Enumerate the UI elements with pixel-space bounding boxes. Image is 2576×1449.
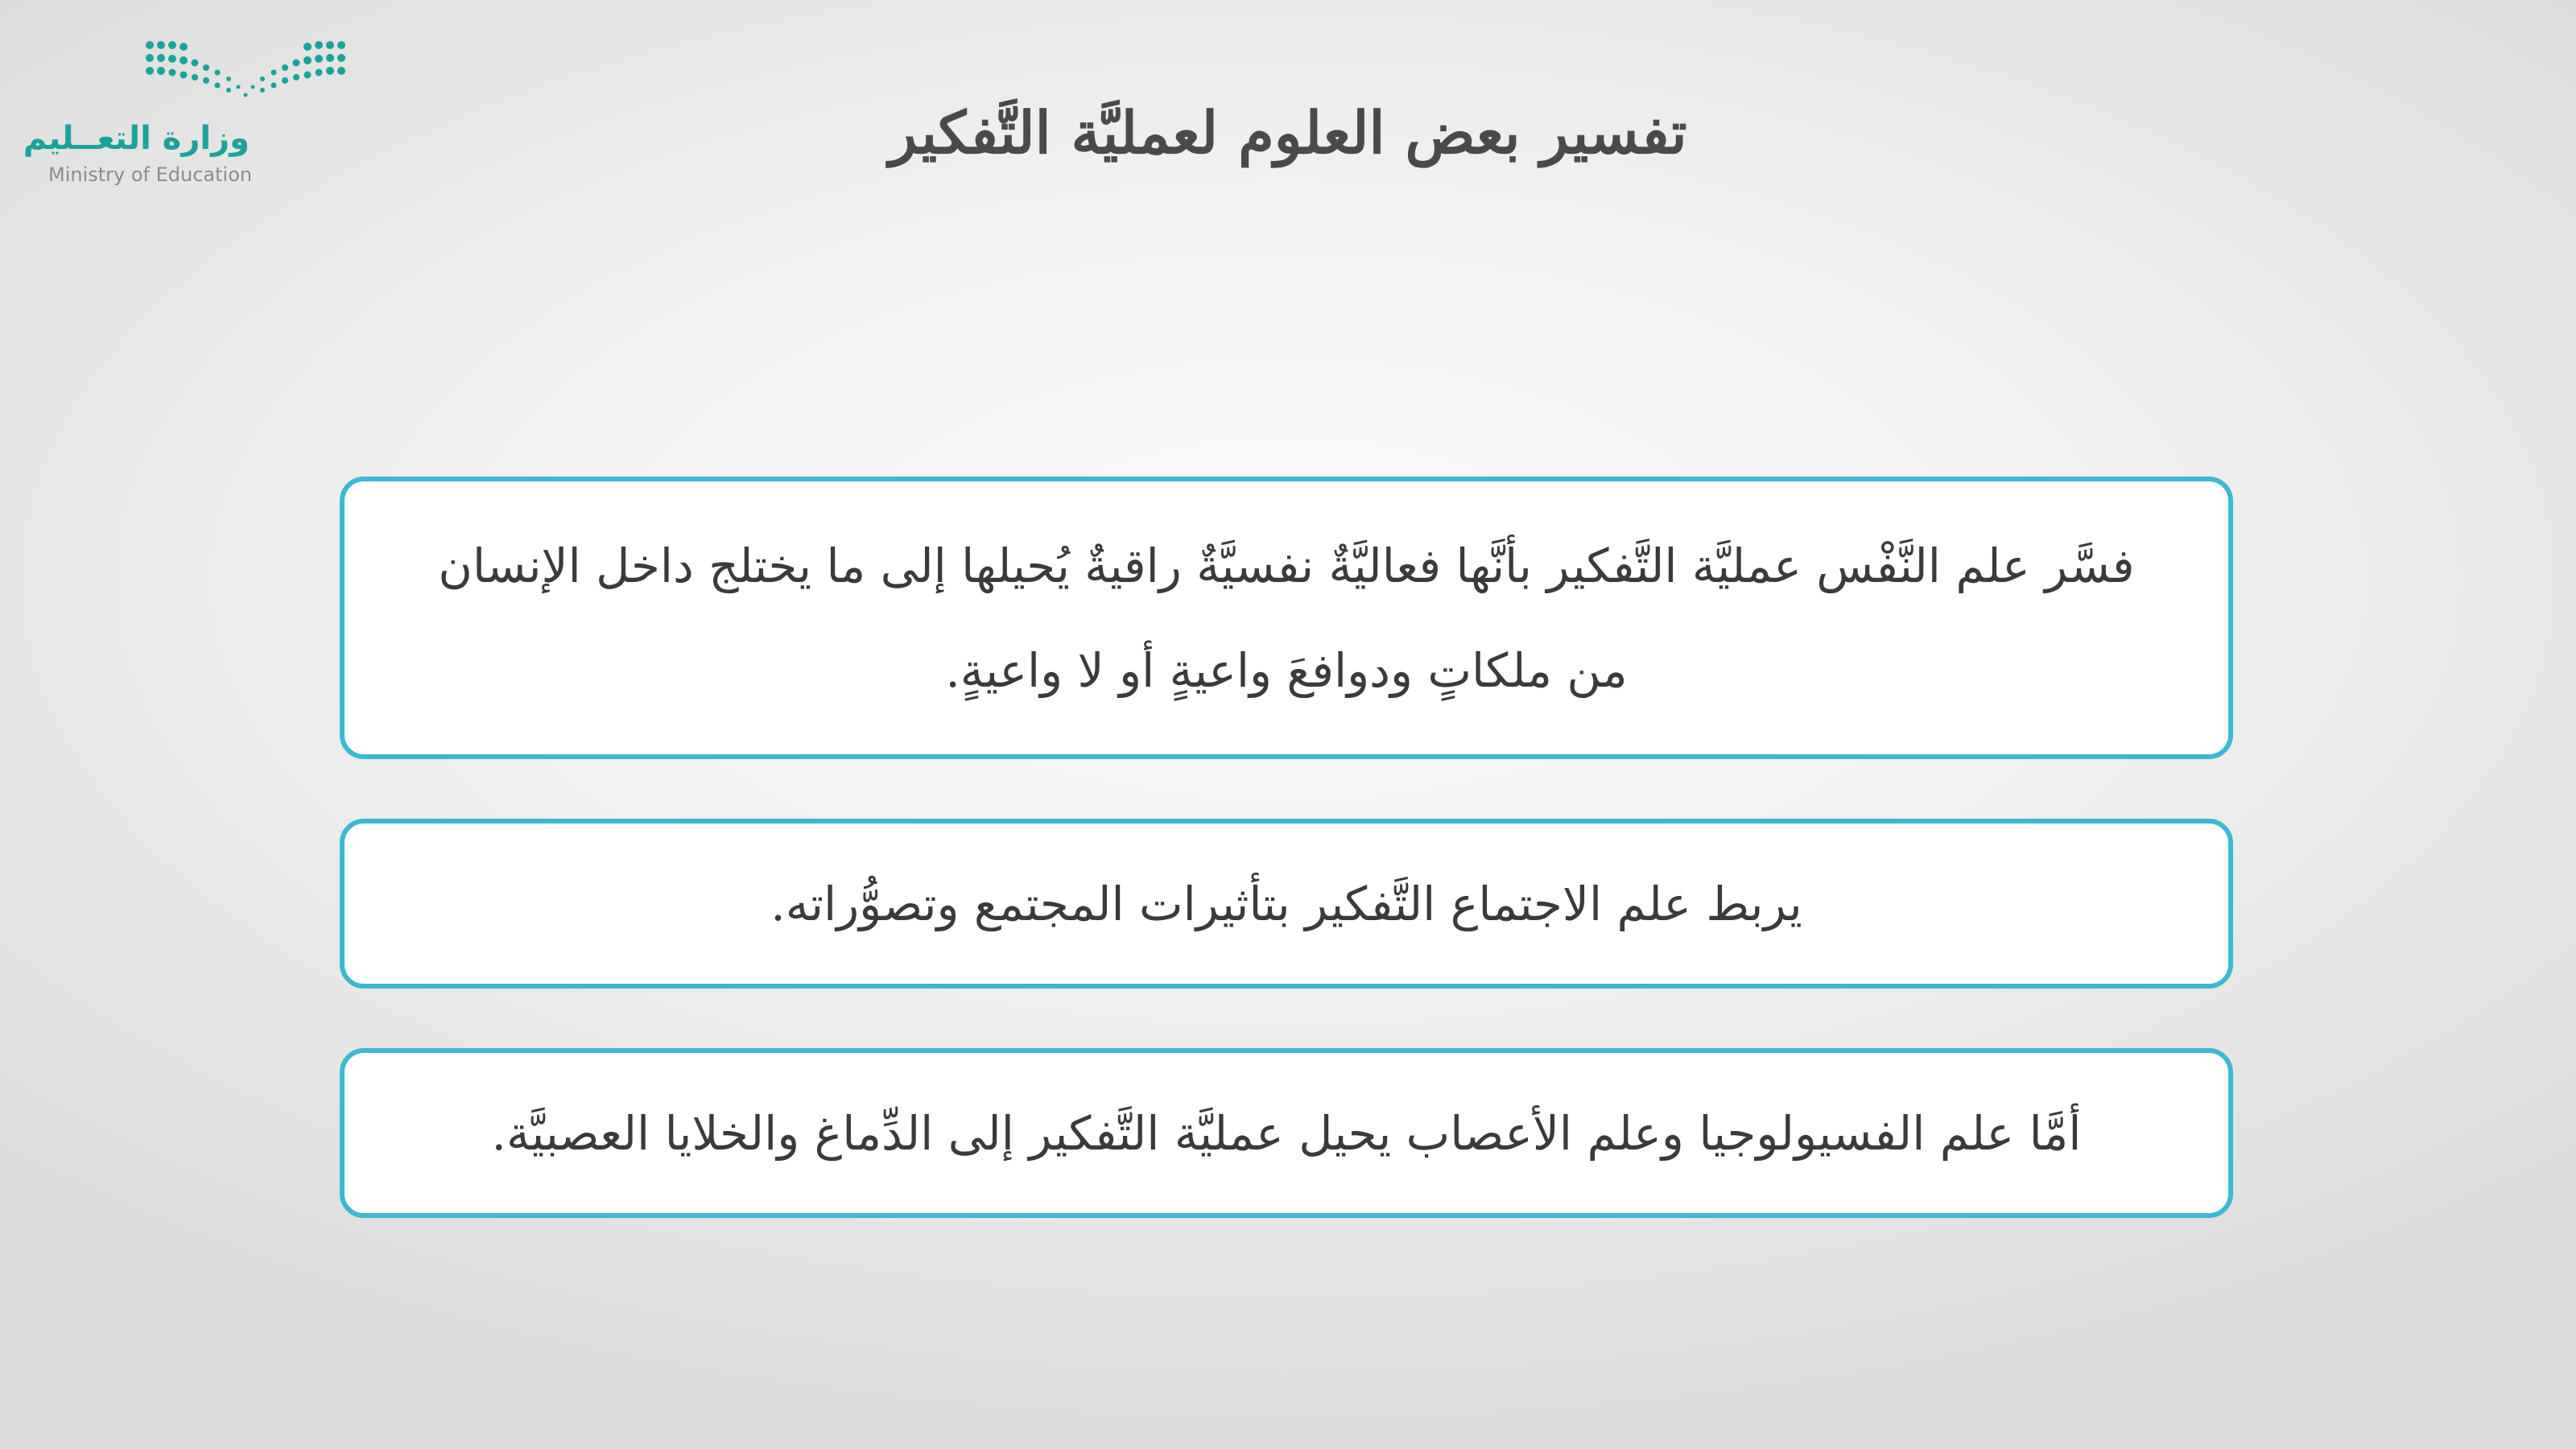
text-box-psychology: [340, 477, 2233, 759]
page-title: تفسير بعض العلوم لعمليَّة التَّفكير: [889, 98, 1687, 167]
text-box-sociology: [340, 819, 2233, 989]
logo-arabic-name: وزارة التعــليم: [23, 120, 250, 157]
text-box-sociology-text: يربط علم الاجتماع التَّفكير بتأثيرات المجتمع وتصوُّراته.: [770, 876, 1802, 931]
text-box-psychology-text: فسَّر علم النَّفْس عمليَّة التَّفكير بأنَّها فعاليَّةٌ نفسيَّةٌ راقيةٌ يُحيلها إلى ما يختلج داخل الإنسان من ملكاتٍ ودوافعَ واعيةٍ أو لا واعيةٍ.: [438, 538, 2135, 698]
ministry-logo: [23, 40, 354, 193]
text-box-physiology-text: أمَّا علم الفسيولوجيا وعلم الأعصاب يحيل عمليَّة التَّفكير إلى الدِّماغ والخلايا العصبيَّة.: [491, 1105, 2082, 1161]
logo-dots-icon: [145, 40, 346, 109]
logo-english-name: Ministry of Education: [48, 163, 253, 186]
text-box-physiology: [340, 1048, 2233, 1218]
